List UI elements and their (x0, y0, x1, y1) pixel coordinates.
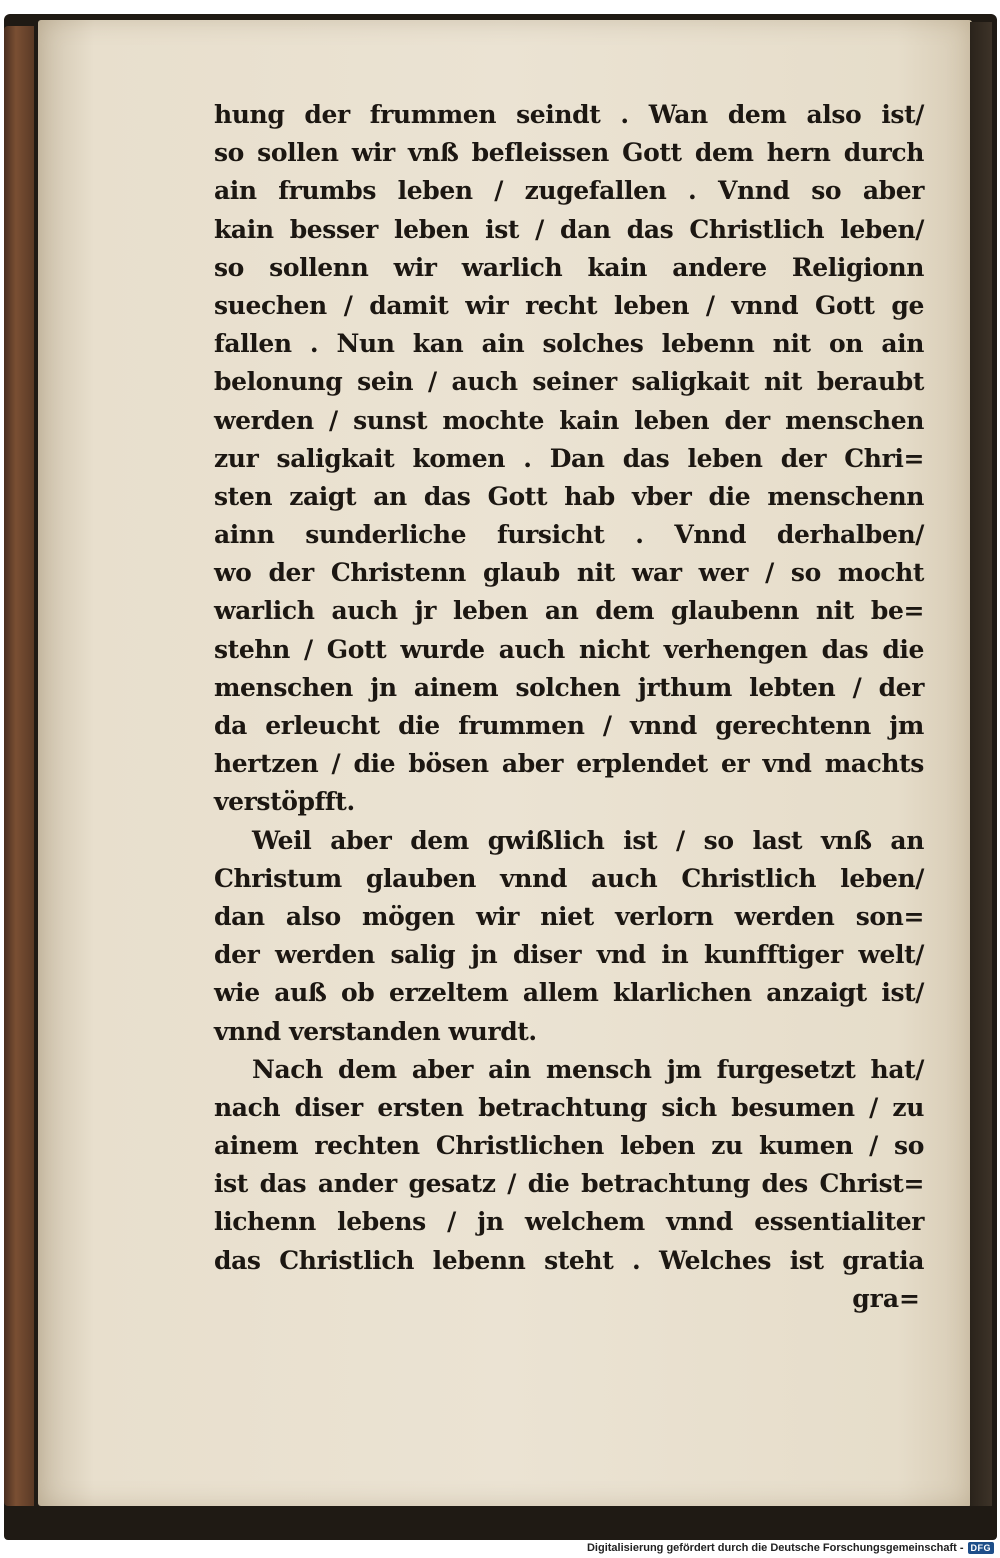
text-line: ist das ander gesatz / die betrachtung des Christ= (214, 1169, 924, 1199)
text-line: fallen . Nun kan ain solches lebenn nit on ain (214, 329, 924, 359)
page-text-block (214, 96, 924, 1318)
text-line: dan also mögen wir niet verlorn werden son= (214, 901, 924, 931)
text-line: ain frumbs leben / zugefallen . Vnnd so aber (214, 176, 924, 206)
text-line: menschen jn ainem solchen jrthum lebten / der (214, 672, 924, 702)
text-line: der werden salig jn diser vnd in kunfftiger welt/ (214, 940, 924, 970)
catchword: gra= (852, 1283, 920, 1313)
text-line: suechen / damit wir recht leben / vnnd Gott ge (214, 290, 924, 320)
text-line: verstöpfft. (214, 787, 355, 817)
cover-edge (4, 26, 34, 1506)
text-line: stehn / Gott wurde auch nicht verhengen das die (214, 634, 924, 664)
text-line: da erleucht die frummen / vnnd gerechtenn jm (214, 711, 924, 740)
text-line: ainem rechten Christlichen leben zu kumen / so (214, 1131, 924, 1161)
text-line: das Christlich lebenn steht . Welches ist gratia (214, 1245, 924, 1275)
text-line: Christum glauben vnnd auch Christlich leben/ (214, 863, 924, 893)
text-line: Nach dem aber ain mensch jm furgesetzt hat/ (252, 1054, 924, 1084)
text-line: wie auß ob erzeltem allem klarlichen anzaigt ist/ (214, 978, 924, 1008)
credit-text: Digitalisierung gefördert durch die Deutsche Forschungsgemeinschaft - (586, 1542, 964, 1554)
text-line: vnnd verstanden wurdt. (214, 1016, 537, 1046)
text-line: wo der Christenn glaub nit war wer / so mocht (214, 558, 924, 588)
text-line: lichenn lebens / jn welchem vnnd essentialiter (214, 1207, 924, 1237)
text-line: sten zaigt an das Gott hab vber die menschenn (214, 481, 924, 511)
digitization-credit (587, 1542, 994, 1554)
text-line: Weil aber dem gwißlich ist / so last vnß an (252, 825, 924, 855)
text-line: so sollen wir vnß befleissen Gott dem hern durch (214, 138, 924, 168)
text-line: hertzen / die bösen aber erplendet er vnd machts (214, 749, 924, 779)
text-line: kain besser leben ist / dan das Christlich leben/ (214, 214, 924, 244)
dfg-logo-icon: DFG (968, 1542, 995, 1554)
text-line: zur saligkait komen . Dan das leben der Chri= (214, 443, 924, 473)
text-line: warlich auch jr leben an dem glaubenn nit be= (214, 596, 924, 626)
page-gutter-shadow (970, 22, 992, 1506)
text-line: hung der frummen seindt . Wan dem also ist/ (214, 100, 924, 129)
text-line: nach diser ersten betrachtung sich besumen / zu (214, 1092, 924, 1122)
text-line: belonung sein / auch seiner saligkait nit beraubt (214, 367, 924, 397)
text-line: ainn sunderliche fursicht . Vnnd derhalben/ (214, 520, 924, 550)
text-line: werden / sunst mochte kain leben der menschen (214, 405, 924, 435)
text-line: so sollenn wir warlich kain andere Religionn (214, 252, 924, 282)
